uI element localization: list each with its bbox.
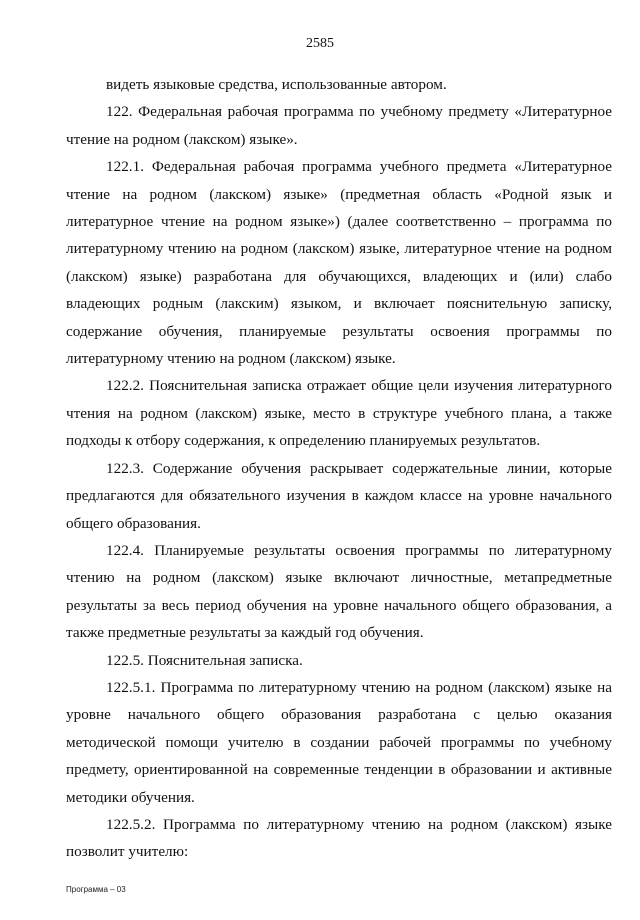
- page-footer: Программа – 03: [66, 885, 126, 894]
- page-number: 2585: [306, 36, 334, 51]
- paragraph-122: 122. Федеральная рабочая программа по учебному предмету «Литературное чтение на родном (лакском) языке».: [66, 103, 612, 148]
- paragraph-122-1: 122.1. Федеральная рабочая программа учебного предмета «Литературное чтение на родном (лакском) языке» (предметная область «Родной язык и литературное чтение на родном языке») (далее соответственно – программа по литературному чтению на родном (лакском) языке, литературное чтение на родном (лакском) языке) разработана для обучающихся, владеющих и (или) слабо владеющих родным (лакским) языком, и включает пояснительную записку, содержание обучения, планируемые результаты освоения программы по литературному чтению на родном (лакском) языке.: [66, 158, 612, 368]
- paragraph-122-4: 122.4. Планируемые результаты освоения программы по литературному чтению на родном (лакском) языке включают личностные, метапредметные результаты за весь период обучения на уровне начального общего образования, а также предметные результаты за каждый год обучения.: [66, 541, 612, 642]
- paragraph-122-2: 122.2. Пояснительная записка отражает общие цели изучения литературного чтения на родном (лакском) языке, место в структуре учебного плана, а также подходы к отбору содержания, к определению планируемых результатов.: [66, 377, 612, 450]
- document-body: [66, 71, 612, 866]
- paragraph-122-5: 122.5. Пояснительная записка.: [106, 651, 303, 669]
- paragraph-122-3: 122.3. Содержание обучения раскрывает содержательные линии, которые предлагаются для обязательного изучения в каждом классе на уровне начального общего образования.: [66, 459, 612, 532]
- paragraph-continuation: видеть языковые средства, использованные автором.: [106, 76, 447, 93]
- paragraph-122-5-1: 122.5.1. Программа по литературному чтению на родном (лакском) языке на уровне начального общего образования разработана с целью оказания методической помощи учителю в создании рабочей программы по учебному предмету, ориентированной на современные тенденции в образовании и активные методики обучения.: [66, 678, 612, 806]
- paragraph-122-5-2: 122.5.2. Программа по литературному чтению на родном (лакском) языке позволит учителю:: [66, 815, 612, 861]
